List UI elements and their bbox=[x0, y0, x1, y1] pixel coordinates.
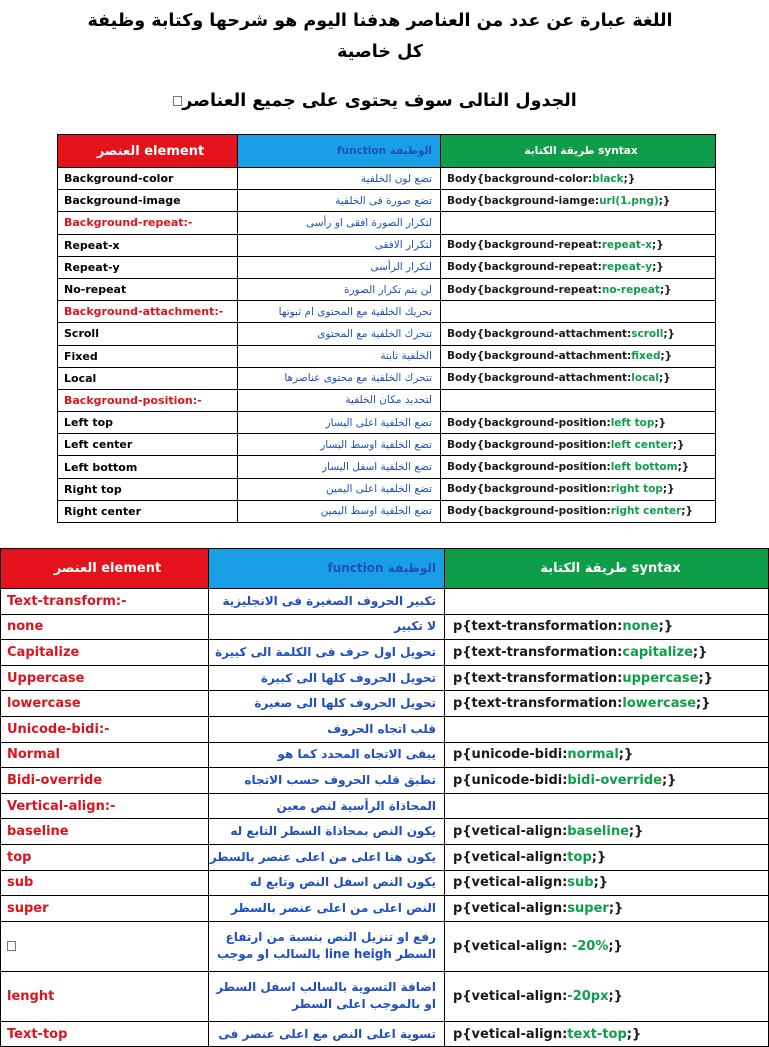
syntax-cell bbox=[445, 971, 769, 1021]
element-name: Left bottom bbox=[64, 460, 138, 474]
element-cell bbox=[1, 691, 209, 717]
element-name: Left center bbox=[64, 438, 133, 452]
syntax-value: none bbox=[622, 619, 659, 635]
syntax-selector: Body{background-repeat: bbox=[447, 261, 602, 274]
function-cell bbox=[238, 168, 441, 190]
element-name: Background-attachment:- bbox=[64, 305, 224, 319]
function-description: تضع الخلفية اوسط اليسار bbox=[320, 438, 432, 451]
header-function: الوظيفة function bbox=[209, 549, 445, 589]
function-description: يكون هنا اعلى من اعلى عنصر بالسطر bbox=[209, 849, 436, 864]
function-cell bbox=[209, 716, 445, 742]
table-row bbox=[1, 614, 769, 640]
syntax-selector: Body{background-position: bbox=[447, 438, 611, 451]
heading-line-1: اللغة عبارة عن عدد من العناصر هدفنا اليوم هو شرحها وكتابة وظيفة bbox=[87, 11, 673, 31]
function-cell bbox=[238, 434, 441, 456]
element-cell bbox=[58, 434, 238, 456]
element-cell bbox=[58, 478, 238, 500]
function-description: اضافة التسوية بالسالب اسفل السطر او بالموجب اعلى السطر bbox=[216, 980, 436, 1012]
syntax-cell bbox=[445, 691, 769, 717]
syntax-cell bbox=[441, 212, 716, 234]
syntax-selector: p{unicode-bidi: bbox=[453, 772, 568, 788]
element-cell bbox=[58, 500, 238, 522]
syntax-selector: p{vetical-align: bbox=[453, 988, 568, 1004]
syntax-cell bbox=[441, 500, 716, 522]
syntax-cell bbox=[445, 768, 769, 794]
syntax-selector: p{text-transformation: bbox=[453, 644, 623, 660]
text-properties-table bbox=[0, 548, 769, 1047]
element-cell bbox=[1, 896, 209, 922]
syntax-cell bbox=[441, 456, 716, 478]
syntax-selector: p{vetical-align: bbox=[453, 900, 568, 916]
table-row bbox=[1, 896, 769, 922]
header-function: الوظيفة function bbox=[238, 135, 441, 168]
table-row bbox=[58, 345, 716, 367]
element-name: super bbox=[7, 900, 49, 916]
syntax-cell bbox=[441, 256, 716, 278]
syntax-end: ;} bbox=[677, 461, 690, 474]
syntax-end: ;} bbox=[663, 327, 676, 340]
function-cell bbox=[209, 870, 445, 896]
header-syntax: طريقة الكتابة syntax bbox=[441, 135, 716, 168]
table-row bbox=[1, 793, 769, 819]
syntax-selector: Body{background-repeat: bbox=[447, 283, 602, 296]
table-row bbox=[58, 412, 716, 434]
syntax-value: baseline bbox=[567, 824, 629, 840]
table-row bbox=[58, 190, 716, 212]
function-description: تتحرك الخلفية مع المحتوى bbox=[317, 327, 432, 340]
function-cell bbox=[238, 234, 441, 256]
syntax-value: bidi-override bbox=[567, 772, 662, 788]
syntax-end: ;} bbox=[659, 283, 672, 296]
function-description: لتكرار الصورة افقى او رأسى bbox=[305, 216, 432, 229]
syntax-selector: p{vetical-align: bbox=[453, 1026, 568, 1042]
table-body bbox=[58, 168, 716, 523]
element-name: Bidi-override bbox=[7, 772, 103, 788]
syntax-value: left bottom bbox=[610, 461, 678, 474]
syntax-end: ;} bbox=[628, 824, 644, 840]
syntax-selector: p{vetical-align: bbox=[453, 824, 568, 840]
syntax-end: ;} bbox=[681, 505, 693, 518]
table-row bbox=[58, 478, 716, 500]
syntax-cell bbox=[445, 716, 769, 742]
syntax-cell bbox=[441, 367, 716, 389]
syntax-end: ;} bbox=[672, 438, 685, 451]
function-cell bbox=[238, 456, 441, 478]
intro-text: الجدول التالى سوف يحتوى على جميع العناصر bbox=[182, 91, 577, 111]
element-cell bbox=[1, 870, 209, 896]
element-name: none bbox=[7, 619, 44, 635]
function-description: تطبق قلب الحروف حسب الاتجاه bbox=[244, 772, 436, 787]
element-name: Repeat-y bbox=[64, 260, 120, 274]
element-cell bbox=[58, 456, 238, 478]
syntax-end: ;} bbox=[608, 938, 623, 954]
element-cell bbox=[58, 234, 238, 256]
element-name: Background-color bbox=[64, 172, 174, 186]
syntax-selector: Body{background-position: bbox=[447, 483, 611, 496]
function-description: تضع صورة فى الخلفية bbox=[335, 194, 432, 207]
table-row bbox=[58, 278, 716, 300]
function-description: تحويل الحروف كلها الى صغيرة bbox=[254, 696, 436, 711]
function-cell bbox=[238, 389, 441, 411]
element-cell bbox=[1, 971, 209, 1021]
function-description: تضع الخلفية اعلى اليمين bbox=[325, 483, 432, 496]
table-row bbox=[1, 971, 769, 1021]
function-description: يبقى الاتجاه المحدد كما هو bbox=[277, 747, 436, 762]
syntax-value: local bbox=[631, 372, 659, 385]
function-cell bbox=[238, 412, 441, 434]
syntax-value: uppercase bbox=[622, 670, 699, 686]
element-cell bbox=[1, 742, 209, 768]
element-name: Text-transform:- bbox=[7, 593, 127, 609]
syntax-selector: p{text-transformation: bbox=[453, 619, 623, 635]
element-name: Fixed bbox=[64, 349, 98, 363]
table-header-row bbox=[58, 135, 716, 168]
syntax-cell bbox=[445, 896, 769, 922]
syntax-selector: p{vetical-align: bbox=[453, 938, 572, 954]
function-description: النص اعلى من اعلى عنصر بالسطر bbox=[231, 900, 436, 915]
function-cell bbox=[209, 768, 445, 794]
function-description: لتكرار الرأسى bbox=[370, 261, 432, 274]
syntax-selector: p{unicode-bidi: bbox=[453, 747, 568, 763]
syntax-value: repeat-x bbox=[601, 239, 653, 252]
syntax-value: top bbox=[567, 849, 592, 865]
function-description: تحريك الخلفية مع المحتوى ام ثبوتها bbox=[278, 305, 432, 318]
element-cell bbox=[58, 389, 238, 411]
element-name: Background-repeat:- bbox=[64, 216, 193, 230]
element-name: Local bbox=[64, 371, 97, 385]
element-name: Uppercase bbox=[7, 670, 85, 686]
syntax-selector: Body{background-position: bbox=[447, 416, 611, 429]
function-cell bbox=[238, 256, 441, 278]
function-cell bbox=[209, 1021, 445, 1047]
syntax-selector: Body{background-color: bbox=[447, 172, 593, 185]
syntax-end: ;} bbox=[593, 875, 609, 891]
syntax-selector: Body{background-attachment: bbox=[447, 372, 632, 385]
syntax-cell bbox=[445, 819, 769, 845]
element-cell bbox=[58, 168, 238, 190]
syntax-cell bbox=[441, 168, 716, 190]
syntax-value: normal bbox=[567, 747, 619, 763]
syntax-cell bbox=[445, 844, 769, 870]
element-name: Normal bbox=[7, 747, 60, 763]
syntax-cell bbox=[445, 614, 769, 640]
function-description: تضع الخلفية اعلى اليسار bbox=[325, 416, 432, 429]
syntax-selector: p{text-transformation: bbox=[453, 696, 623, 712]
table-row bbox=[58, 434, 716, 456]
function-cell bbox=[209, 665, 445, 691]
function-cell bbox=[209, 614, 445, 640]
element-cell bbox=[58, 345, 238, 367]
table-row bbox=[1, 665, 769, 691]
function-description: قلب اتجاه الحروف bbox=[327, 721, 436, 736]
syntax-cell bbox=[441, 345, 716, 367]
element-cell bbox=[58, 212, 238, 234]
header-element: العنصر element bbox=[1, 549, 209, 589]
function-cell bbox=[209, 589, 445, 615]
syntax-cell bbox=[445, 640, 769, 666]
function-cell bbox=[238, 478, 441, 500]
element-name: top bbox=[7, 849, 32, 865]
function-cell bbox=[209, 819, 445, 845]
element-cell bbox=[1, 665, 209, 691]
function-description: تكبير الحروف الصغيرة فى الانجليزية bbox=[222, 593, 436, 608]
syntax-cell bbox=[445, 921, 769, 971]
syntax-selector: Body{background-position: bbox=[447, 461, 611, 474]
element-name: Left top bbox=[64, 416, 114, 430]
element-name: Background-position:- bbox=[64, 393, 202, 407]
element-cell bbox=[58, 256, 238, 278]
element-cell bbox=[1, 716, 209, 742]
top-document-section bbox=[0, 0, 737, 540]
function-description: تضع لون الخلفية bbox=[360, 172, 432, 185]
function-cell bbox=[209, 793, 445, 819]
element-cell bbox=[1, 768, 209, 794]
page-heading bbox=[60, 6, 700, 68]
syntax-end: ;} bbox=[608, 900, 624, 916]
syntax-cell bbox=[441, 323, 716, 345]
syntax-selector: Body{background-position: bbox=[447, 505, 611, 518]
function-description: يكون النص اسفل النص وتابع له bbox=[249, 875, 436, 890]
syntax-cell bbox=[445, 589, 769, 615]
function-description: لن يتم تكرار الصورة bbox=[343, 283, 432, 296]
table-row bbox=[1, 716, 769, 742]
element-cell bbox=[1, 844, 209, 870]
element-cell bbox=[58, 323, 238, 345]
table-row bbox=[1, 1021, 769, 1047]
syntax-value: scroll bbox=[631, 327, 664, 340]
syntax-end: ;} bbox=[658, 619, 674, 635]
syntax-end: ;} bbox=[659, 372, 671, 385]
function-description: رفع او تنزيل النص بنسبة من ارتفاع السطر line heigh بالسالب او موجب bbox=[216, 930, 436, 962]
element-name: Vertical-align:- bbox=[7, 798, 116, 814]
syntax-value: right center bbox=[610, 505, 682, 518]
element-cell bbox=[1, 819, 209, 845]
header-syntax: طريقة الكتابة syntax bbox=[445, 549, 769, 589]
element-cell bbox=[1, 921, 209, 971]
syntax-selector: p{vetical-align: bbox=[453, 849, 568, 865]
function-description: لا تكبير bbox=[394, 619, 436, 634]
table-row bbox=[1, 742, 769, 768]
element-name: Background-image bbox=[64, 194, 181, 208]
missing-glyph-box bbox=[7, 941, 16, 951]
syntax-selector: Body{background-attachment: bbox=[447, 327, 632, 340]
syntax-value: lowercase bbox=[622, 696, 697, 712]
syntax-cell bbox=[441, 190, 716, 212]
table-row bbox=[58, 301, 716, 323]
table-row bbox=[1, 921, 769, 971]
function-cell bbox=[209, 691, 445, 717]
element-name: Scroll bbox=[64, 327, 99, 341]
element-cell bbox=[1, 640, 209, 666]
element-cell bbox=[58, 190, 238, 212]
syntax-selector: p{vetical-align: bbox=[453, 875, 568, 891]
element-cell bbox=[58, 412, 238, 434]
table-row bbox=[1, 819, 769, 845]
syntax-value: repeat-y bbox=[601, 261, 653, 274]
syntax-selector: p{text-transformation: bbox=[453, 670, 623, 686]
function-description: لتحديد مكان الخلفية bbox=[345, 394, 432, 407]
syntax-value: left top bbox=[610, 416, 655, 429]
element-cell bbox=[58, 367, 238, 389]
element-name: Capitalize bbox=[7, 644, 80, 660]
table-row bbox=[58, 256, 716, 278]
syntax-end: ;} bbox=[660, 350, 673, 363]
table-row bbox=[58, 456, 716, 478]
syntax-value: -20px bbox=[567, 988, 609, 1004]
syntax-value: capitalize bbox=[622, 644, 693, 660]
function-cell bbox=[238, 367, 441, 389]
syntax-end: ;} bbox=[658, 194, 671, 207]
element-cell bbox=[1, 793, 209, 819]
element-cell bbox=[58, 301, 238, 323]
table-row bbox=[58, 234, 716, 256]
function-cell bbox=[238, 212, 441, 234]
missing-glyph-box bbox=[173, 96, 182, 106]
syntax-end: ;} bbox=[662, 483, 675, 496]
syntax-end: ;} bbox=[608, 988, 623, 1004]
element-cell bbox=[58, 278, 238, 300]
intro-line bbox=[140, 86, 610, 116]
syntax-value: fixed bbox=[631, 350, 661, 363]
header-element: العنصر element bbox=[58, 135, 238, 168]
syntax-cell bbox=[445, 870, 769, 896]
function-description: المحاذاة الرأسية لنص معين bbox=[276, 798, 436, 813]
syntax-value: super bbox=[567, 900, 609, 916]
syntax-cell bbox=[445, 665, 769, 691]
table-row bbox=[1, 768, 769, 794]
table-row bbox=[58, 323, 716, 345]
function-cell bbox=[238, 301, 441, 323]
function-description: تتحرك الخلفية مع محتوى عناصرها bbox=[284, 372, 432, 385]
syntax-cell bbox=[445, 1021, 769, 1047]
table-row bbox=[58, 500, 716, 522]
syntax-value: black bbox=[592, 172, 624, 185]
table-row bbox=[58, 168, 716, 190]
syntax-cell bbox=[441, 434, 716, 456]
syntax-cell bbox=[441, 389, 716, 411]
function-cell bbox=[238, 278, 441, 300]
table-row bbox=[58, 212, 716, 234]
element-cell bbox=[1, 614, 209, 640]
syntax-end: ;} bbox=[692, 644, 708, 660]
element-name: Unicode-bidi:- bbox=[7, 721, 110, 737]
syntax-end: ;} bbox=[654, 416, 667, 429]
syntax-end: ;} bbox=[652, 239, 664, 252]
syntax-end: ;} bbox=[591, 849, 607, 865]
function-description: تضع الخلفية اسفل اليسار bbox=[321, 461, 432, 474]
table-header-row bbox=[1, 549, 769, 589]
function-cell bbox=[238, 190, 441, 212]
syntax-value: text-top bbox=[567, 1026, 627, 1042]
function-description: لتكرار الافقى bbox=[374, 239, 432, 252]
table-row bbox=[1, 844, 769, 870]
function-description: تحويل الحروف كلها الى كبيرة bbox=[260, 670, 436, 685]
element-name: lenght bbox=[7, 988, 55, 1004]
syntax-selector: Body{background-attachment: bbox=[447, 350, 632, 363]
function-cell bbox=[209, 640, 445, 666]
syntax-end: ;} bbox=[618, 747, 634, 763]
element-cell bbox=[1, 1021, 209, 1047]
syntax-end: ;} bbox=[652, 261, 664, 274]
element-name: sub bbox=[7, 875, 34, 891]
element-name: Text-top bbox=[7, 1026, 68, 1042]
syntax-value: sub bbox=[567, 875, 594, 891]
syntax-cell bbox=[441, 412, 716, 434]
syntax-value: left center bbox=[610, 438, 673, 451]
syntax-end: ;} bbox=[698, 670, 713, 686]
syntax-value: no-repeat bbox=[601, 283, 660, 296]
syntax-value: url(1.png) bbox=[599, 194, 659, 207]
syntax-cell bbox=[441, 478, 716, 500]
element-cell bbox=[1, 589, 209, 615]
table-body bbox=[1, 589, 769, 1047]
heading-line-2: كل خاصية bbox=[337, 42, 423, 62]
syntax-cell bbox=[441, 278, 716, 300]
element-name: Repeat-x bbox=[64, 238, 120, 252]
table-row bbox=[58, 389, 716, 411]
table-row bbox=[1, 640, 769, 666]
function-description: تضع الخلفية اوسط اليمين bbox=[320, 505, 432, 518]
syntax-end: ;} bbox=[696, 696, 711, 712]
function-cell bbox=[209, 742, 445, 768]
syntax-cell bbox=[441, 301, 716, 323]
function-cell bbox=[209, 844, 445, 870]
element-name: baseline bbox=[7, 824, 69, 840]
table-row bbox=[58, 367, 716, 389]
function-cell bbox=[209, 921, 445, 971]
syntax-end: ;} bbox=[623, 172, 636, 185]
function-cell bbox=[209, 896, 445, 922]
function-cell bbox=[238, 500, 441, 522]
element-name: Right top bbox=[64, 482, 122, 496]
function-description: تحويل اول حرف فى الكلمة الى كبيرة bbox=[215, 644, 436, 659]
syntax-selector: Body{background-iamge: bbox=[447, 194, 600, 207]
background-properties-table bbox=[57, 134, 716, 523]
element-name: lowercase bbox=[7, 696, 81, 712]
function-description: الخلفية ثابتة bbox=[380, 350, 432, 363]
function-description: تسوية اعلى النص مع اعلى عنصر فى bbox=[218, 1026, 436, 1041]
function-cell bbox=[238, 345, 441, 367]
table-row bbox=[1, 691, 769, 717]
syntax-cell bbox=[445, 793, 769, 819]
table-row bbox=[1, 870, 769, 896]
syntax-cell bbox=[441, 234, 716, 256]
syntax-end: ;} bbox=[626, 1026, 642, 1042]
element-name: No-repeat bbox=[64, 283, 127, 297]
element-name: Right center bbox=[64, 504, 141, 518]
syntax-value: right top bbox=[610, 483, 663, 496]
syntax-end: ;} bbox=[661, 772, 677, 788]
table-row bbox=[1, 589, 769, 615]
syntax-cell bbox=[445, 742, 769, 768]
function-description: يكون النص بمحاذاة السطر التابع له bbox=[230, 824, 436, 839]
function-cell bbox=[209, 971, 445, 1021]
syntax-value: -20% bbox=[571, 938, 609, 954]
syntax-selector: Body{background-repeat: bbox=[447, 239, 602, 252]
function-cell bbox=[238, 323, 441, 345]
